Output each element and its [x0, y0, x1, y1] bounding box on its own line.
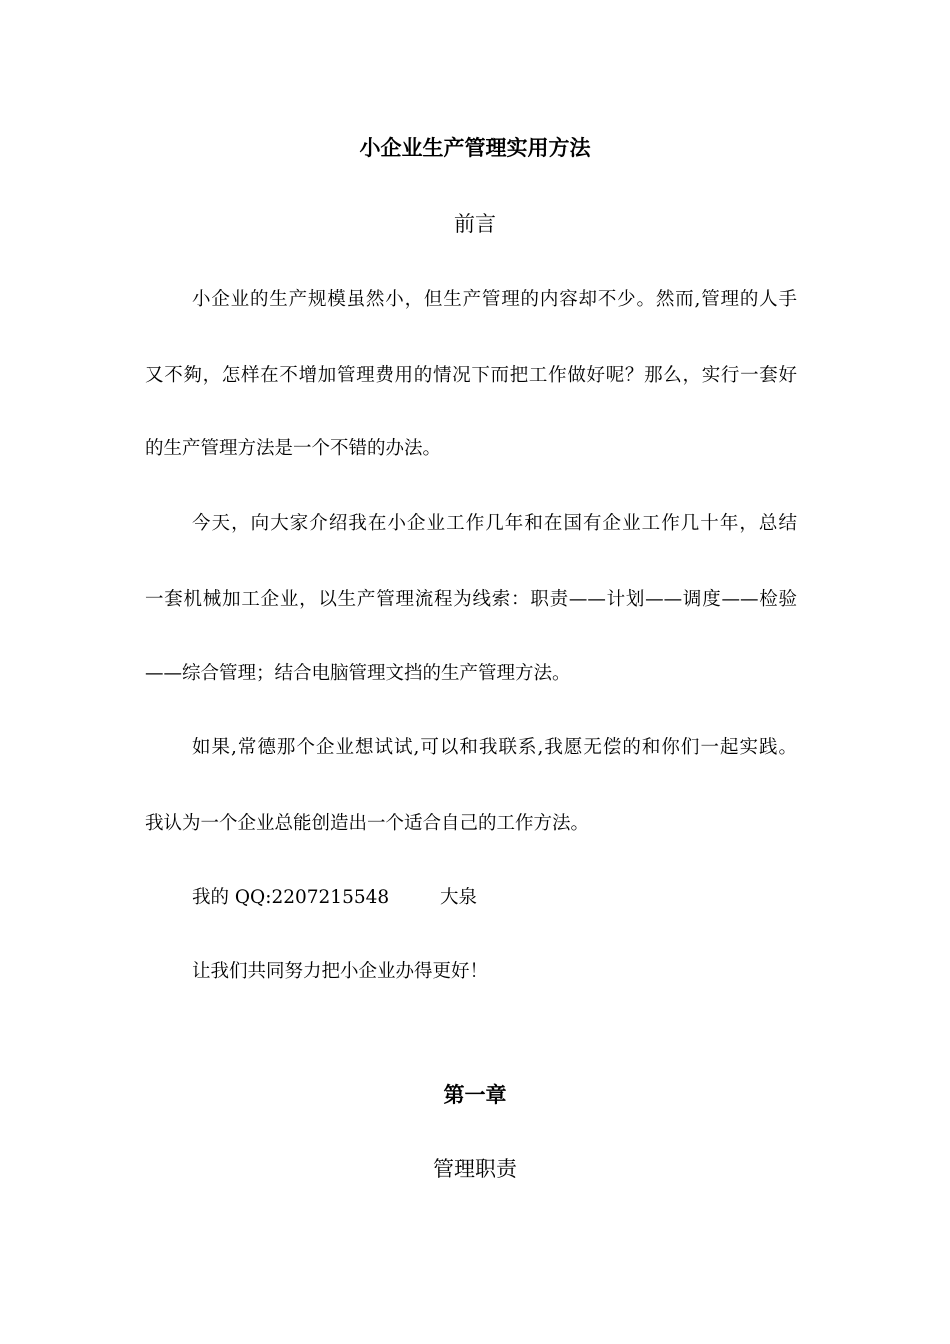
chapter-heading: 第一章: [443, 1082, 507, 1107]
document-title: 小企业生产管理实用方法: [359, 135, 591, 160]
author-name: 大泉: [440, 887, 478, 908]
paragraph-line: 又不夠，怎样在不增加管理费用的情况下而把工作做好呢？那么，实行一套好: [145, 365, 797, 386]
closing-line: 让我们共同努力把小企业办得更好！: [192, 961, 489, 982]
paragraph-line: ——综合管理；结合电脑管理文挡的生产管理方法。: [145, 663, 571, 684]
preface-heading: 前言: [454, 212, 496, 236]
contact-qq: 我的 QQ:2207215548: [192, 887, 390, 908]
chapter-title: 管理职责: [433, 1157, 517, 1181]
paragraph-line: 如果,常德那个企业想试试,可以和我联系,我愿无偿的和你们一起实践。: [192, 737, 797, 758]
paragraph-line: 的生产管理方法是一个不错的办法。: [145, 438, 442, 459]
paragraph-line: 我认为一个企业总能创造出一个适合自己的工作方法。: [145, 813, 590, 834]
paragraph-line: 一套机械加工企业，以生产管理流程为线索：职责——计划——调度——检验: [145, 589, 797, 610]
paragraph-line: 小企业的生产规模虽然小，但生产管理的内容却不少。然而,管理的人手: [192, 289, 797, 310]
paragraph-line: 今天，向大家介绍我在小企业工作几年和在国有企业工作几十年，总结: [192, 513, 797, 534]
